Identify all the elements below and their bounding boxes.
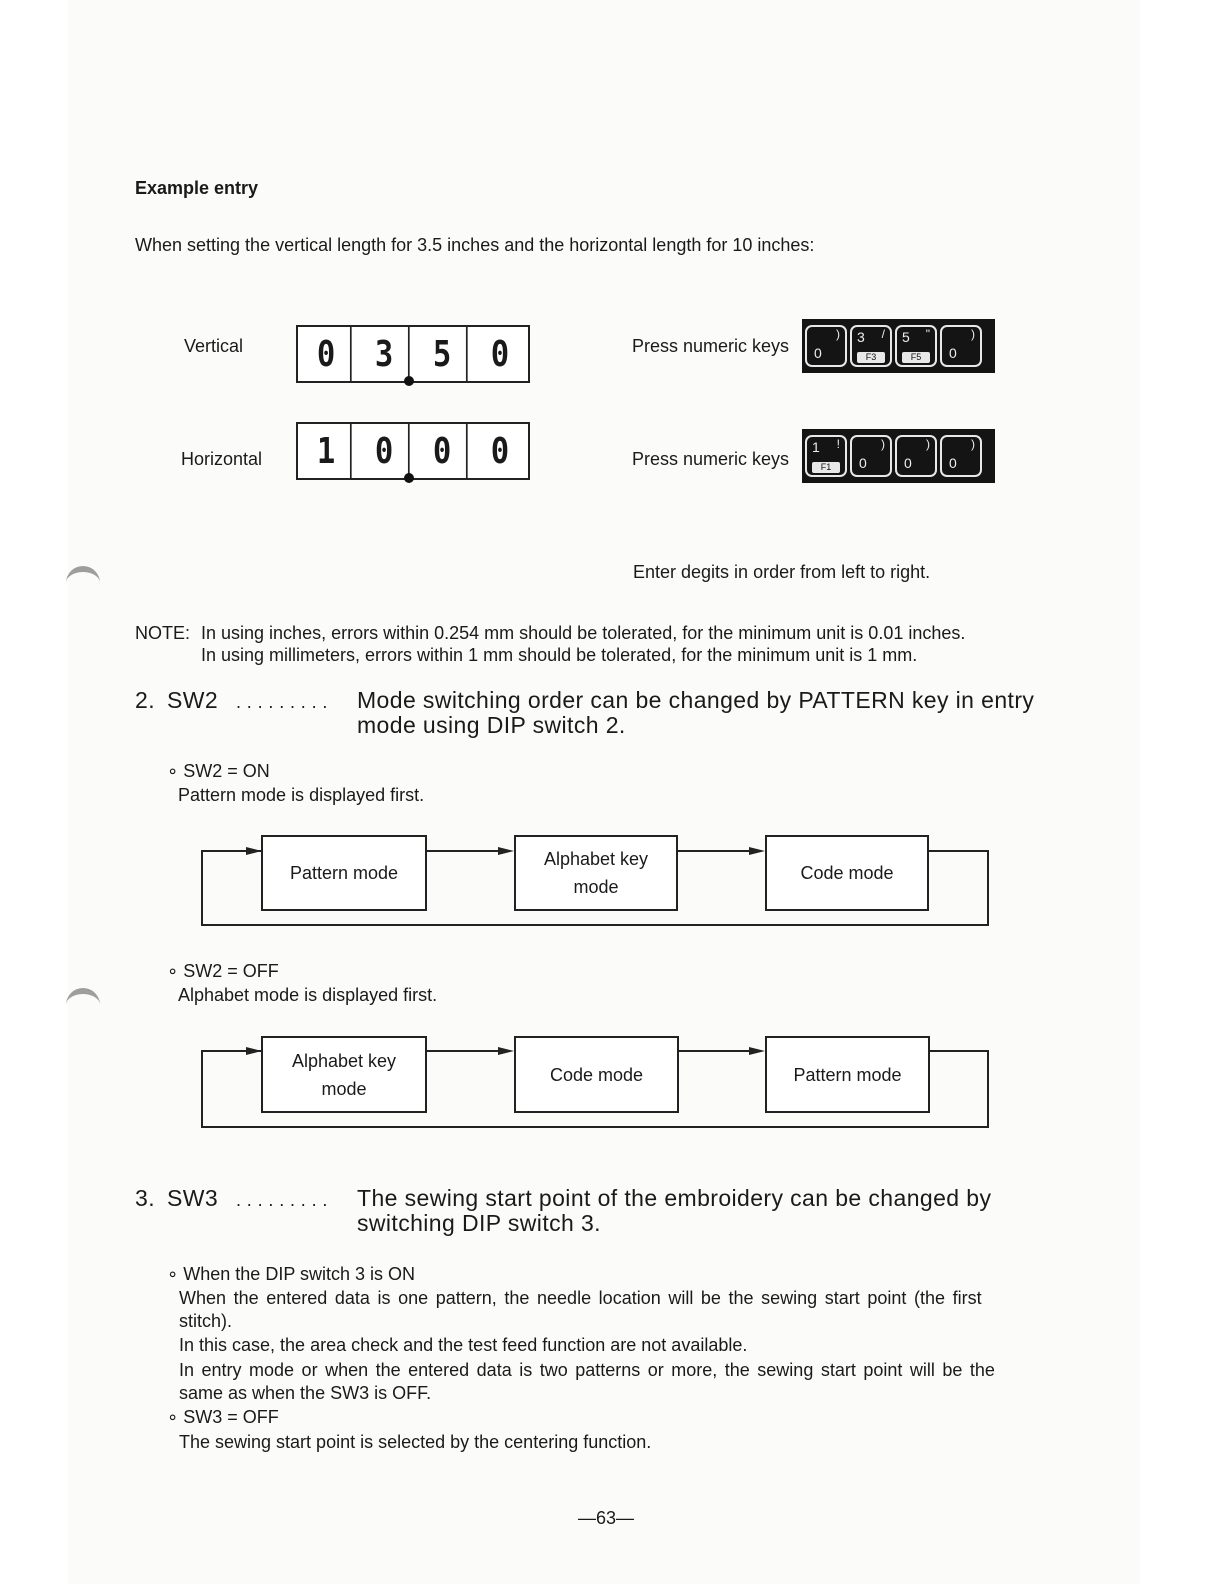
key-legend: 0	[814, 345, 822, 361]
sw2-on-label: ∘ SW2 = ON	[167, 761, 270, 781]
sw3-on-label: ∘ When the DIP switch 3 is ON	[167, 1264, 416, 1284]
section-description: Mode switching order can be changed by PATTERN key in entry	[357, 687, 1035, 713]
display-digit: 1	[302, 424, 351, 478]
display-digit: 0	[490, 430, 510, 472]
key-legend: 3	[857, 329, 865, 345]
section-description: mode using DIP switch 2.	[357, 712, 626, 738]
sw2-on-description: Pattern mode is displayed first.	[178, 785, 425, 805]
display-digit: 0	[490, 333, 510, 375]
section-number: 2.	[135, 687, 155, 713]
press-keys-label: Press numeric keys	[632, 449, 790, 469]
press-keys-label: Press numeric keys	[632, 336, 790, 356]
display-digit: 0	[418, 424, 467, 478]
section-description: switching DIP switch 3.	[357, 1210, 601, 1236]
sw3-on-text: same as when the SW3 is OFF.	[179, 1383, 432, 1403]
key-symbol: )	[971, 327, 975, 341]
sw2-off-label: ∘ SW2 = OFF	[167, 961, 279, 981]
key-legend: 0	[859, 455, 867, 471]
display-digit: 0	[302, 327, 351, 381]
section-title: SW2	[167, 687, 219, 713]
display-digit: 3	[360, 327, 409, 381]
key-legend: 0	[949, 455, 957, 471]
key-symbol: "	[925, 327, 930, 341]
key-symbol: )	[926, 437, 930, 451]
key-symbol: /	[881, 327, 885, 341]
leader-dots: . . . . . . . . .	[236, 692, 328, 712]
key-function-label: F5	[902, 352, 930, 363]
sw3-on-text: When the entered data is one pattern, the needle location will be the sewing start point (the first	[179, 1288, 982, 1308]
key-legend: 0	[949, 345, 957, 361]
note-line: In using inches, errors within 0.254 mm should be tolerated, for the minimum unit is 0.01 inches.	[201, 623, 966, 643]
flow-step-box: Code mode	[765, 835, 929, 911]
note-line: In using millimeters, errors within 1 mm should be tolerated, for the minimum unit is 1 mm.	[201, 645, 918, 665]
horizontal-label: Horizontal	[181, 449, 263, 469]
note-label: NOTE:	[135, 623, 191, 643]
sw2-off-description: Alphabet mode is displayed first.	[178, 985, 438, 1005]
flow-step-box: Code mode	[514, 1036, 679, 1113]
key-function-label: F1	[812, 462, 840, 473]
sw3-on-text: In entry mode or when the entered data is two patterns or more, the sewing start point will be the	[179, 1360, 995, 1380]
sw3-on-text: stitch).	[179, 1311, 233, 1331]
flow-step-box: Pattern mode	[261, 835, 427, 911]
sw3-off-description: The sewing start point is selected by the centering function.	[179, 1432, 652, 1452]
page-number: —63—	[578, 1508, 635, 1528]
key-legend: 1	[812, 439, 820, 455]
section-title: SW3	[167, 1185, 219, 1211]
leader-dots: . . . . . . . . .	[236, 1190, 328, 1210]
key-legend: 5	[902, 329, 910, 345]
sw3-on-text: In this case, the area check and the test feed function are not available.	[179, 1335, 748, 1355]
entry-order-note: Enter degits in order from left to right.	[633, 562, 931, 582]
section-description: The sewing start point of the embroidery can be changed by	[357, 1185, 992, 1211]
example-intro: When setting the vertical length for 3.5 inches and the horizontal length for 10 inches:	[135, 235, 815, 255]
key-symbol: !	[836, 437, 840, 451]
display-digit: 0	[360, 424, 409, 478]
sw3-off-label: ∘ SW3 = OFF	[167, 1407, 279, 1427]
flow-step-box: Pattern mode	[765, 1036, 930, 1113]
flow-step-box: Alphabet key mode	[261, 1036, 427, 1113]
example-heading: Example entry	[135, 178, 259, 198]
section-number: 3.	[135, 1185, 155, 1211]
flow-step-box: Alphabet key mode	[514, 835, 678, 911]
key-symbol: )	[881, 437, 885, 451]
vertical-label: Vertical	[184, 336, 244, 356]
key-function-label: F3	[857, 352, 885, 363]
key-symbol: )	[971, 437, 975, 451]
key-symbol: )	[836, 327, 840, 341]
key-legend: 0	[904, 455, 912, 471]
display-digit: 5	[418, 327, 467, 381]
